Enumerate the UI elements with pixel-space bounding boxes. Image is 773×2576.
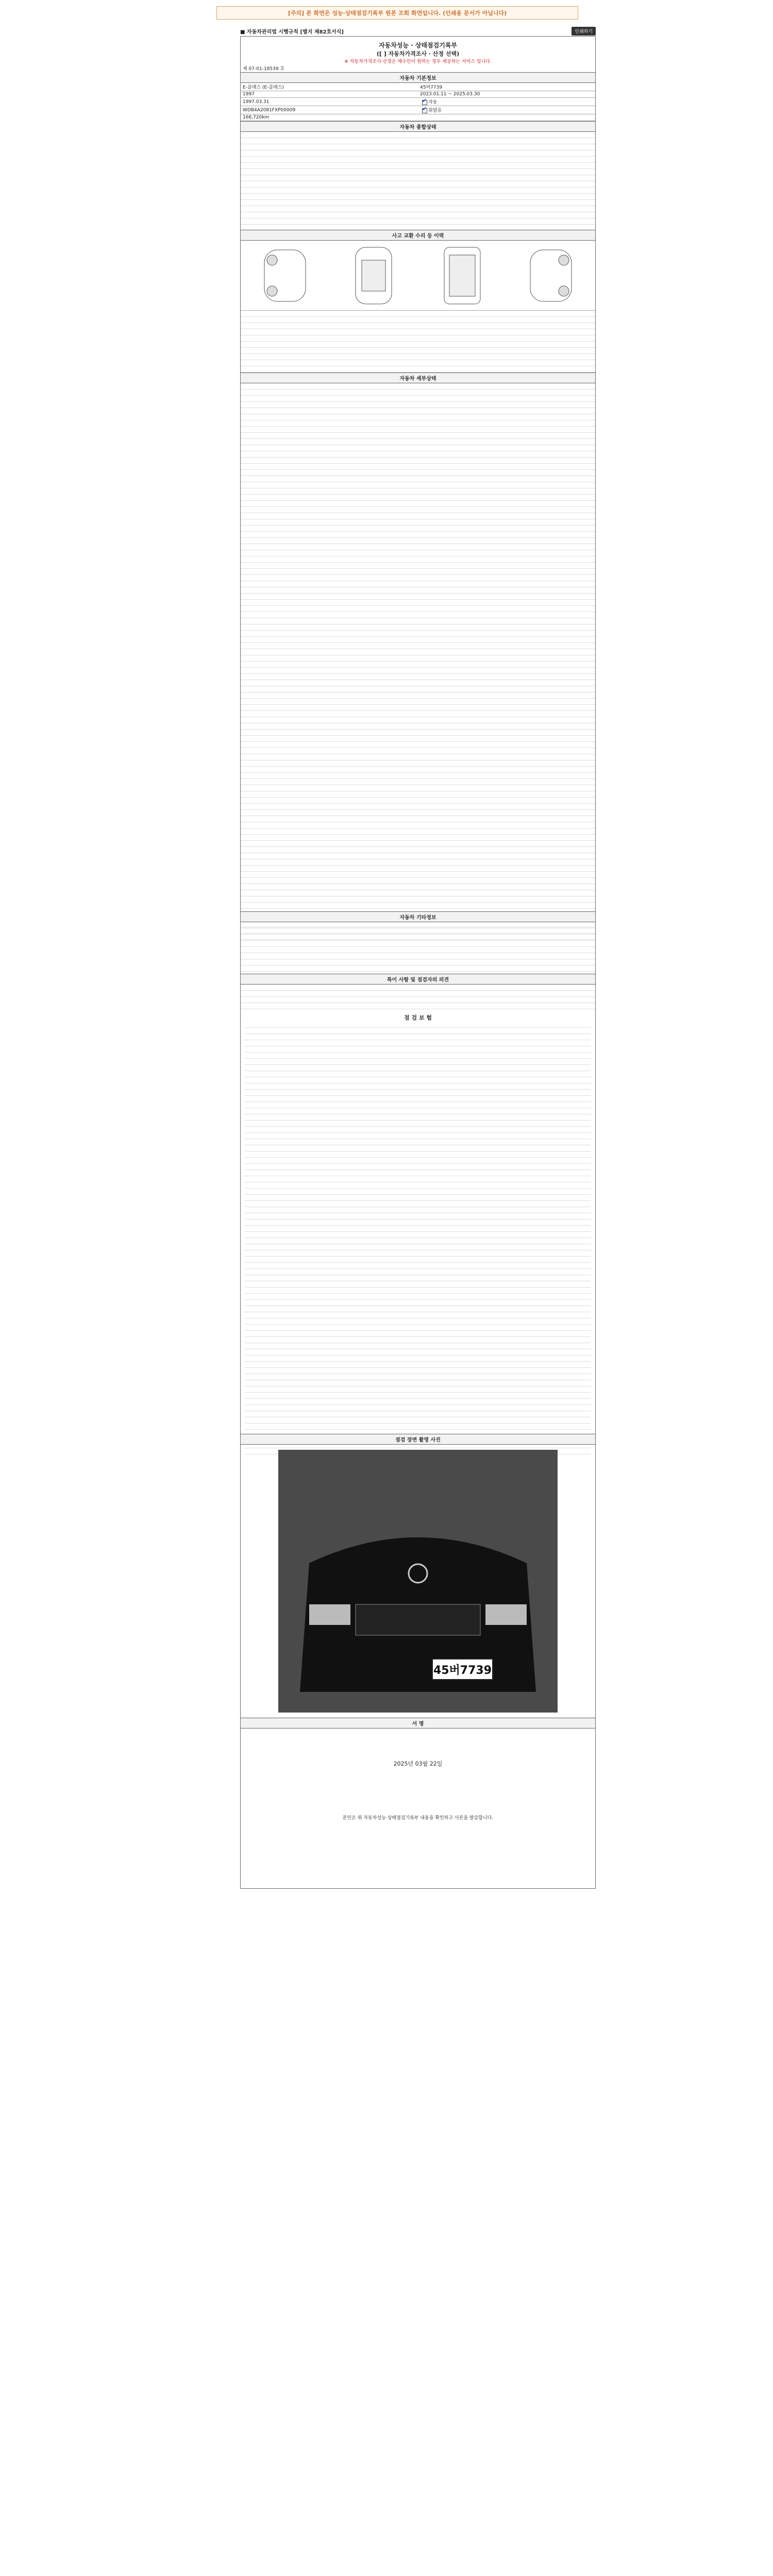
car-bottom-diagram bbox=[434, 245, 491, 307]
car-diagram bbox=[241, 241, 595, 311]
model-year: 1997 bbox=[243, 92, 255, 97]
license-plate: 45버7739 bbox=[432, 1658, 493, 1680]
section-photo: 점검 장면 촬영 사진 bbox=[241, 1434, 595, 1445]
notes-title: 점 검 보 험 bbox=[404, 1014, 432, 1021]
signature-area bbox=[241, 1759, 595, 1888]
car-rear-diagram bbox=[523, 245, 579, 307]
extra-info-table bbox=[241, 922, 595, 974]
sign-date: 2025년 03월 22일 bbox=[393, 1760, 443, 1767]
document-number: 제 07-01-18539 호 bbox=[243, 66, 285, 72]
car-name: E-클래스 (E-클래스) bbox=[243, 85, 284, 90]
car-side-diagram bbox=[257, 245, 313, 307]
notice-banner: [주의] 본 화면은 성능·상태점검기록부 원본 조회 화면입니다. (인쇄용 문서가 아닙니다) bbox=[216, 6, 578, 20]
inspection-period: 2023.01.11 ~ 2025.03.30 bbox=[420, 92, 480, 97]
section-overall-status: 자동차 종합상태 bbox=[241, 121, 595, 132]
section-extra-info: 자동차 기타정보 bbox=[241, 911, 595, 922]
inspection-record bbox=[240, 36, 596, 1889]
car-top-diagram bbox=[345, 245, 402, 307]
vehicle-photo bbox=[278, 1450, 558, 1713]
section-accident-history: 사고 교환 수리 등 이력 bbox=[241, 230, 595, 241]
document-topbar bbox=[240, 26, 596, 36]
document-subtitle: ([ ] 자동차가격조사 · 산정 선택) bbox=[376, 50, 460, 57]
detail-status-table bbox=[241, 383, 595, 911]
accident-history-table bbox=[241, 311, 595, 372]
special-notes-table bbox=[241, 985, 595, 1010]
transmission: ✔ 자동 bbox=[418, 98, 595, 106]
print-button[interactable]: 인쇄하기 bbox=[572, 27, 596, 36]
section-basic-info: 자동차 기본정보 bbox=[241, 72, 595, 83]
car-front-image bbox=[278, 1450, 558, 1713]
section-detail-status: 자동차 세부상태 bbox=[241, 372, 595, 383]
check-icon bbox=[422, 100, 427, 105]
reg-number: 45버7739 bbox=[420, 85, 443, 90]
vin-number: WDB4A2081FXP00009 bbox=[243, 107, 296, 113]
mileage: 166,720km bbox=[243, 115, 270, 120]
sign-footer: 본인은 위 자동차성능·상태점검기록부 내용을 확인하고 사본을 발급합니다. bbox=[342, 1816, 494, 1821]
document-title: 자동차성능 · 상태점검기록부 bbox=[378, 42, 458, 49]
overall-status-table bbox=[241, 132, 595, 230]
section-special-notes: 특이 사항 및 점검자의 의견 bbox=[241, 974, 595, 985]
section-signature: 서 명 bbox=[241, 1718, 595, 1728]
fuel-type: ✔ 휘발유 bbox=[418, 106, 595, 114]
check-icon bbox=[422, 108, 427, 113]
form-number: ■ 자동차관리법 시행규칙 [별지 제82호서식] bbox=[240, 29, 344, 35]
first-registration: 1997.03.31 bbox=[243, 99, 270, 105]
record-document-wrapper bbox=[240, 26, 596, 1889]
document-warning: ※ 자동차가격조사·산정은 매수인이 원하는 경우 제공하는 서비스 입니다. bbox=[344, 59, 492, 64]
notes-text bbox=[241, 1022, 595, 1434]
